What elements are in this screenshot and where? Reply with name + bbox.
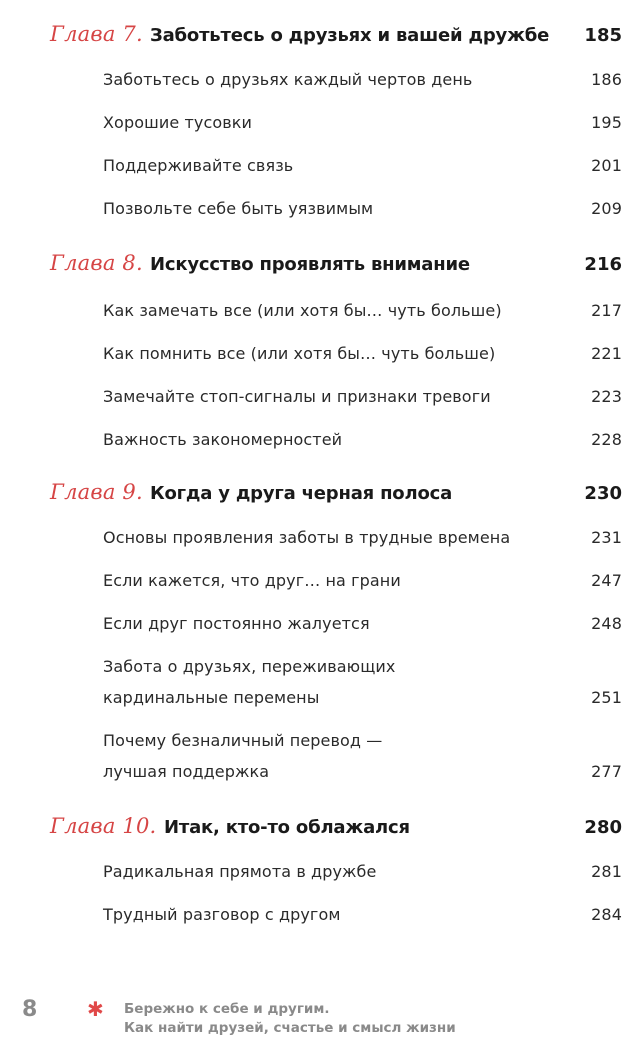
section-item[interactable] [50, 107, 624, 150]
section-page: 281 [591, 862, 622, 881]
section-item[interactable] [50, 522, 624, 565]
chapter-9 [50, 480, 624, 787]
chapter-10 [50, 814, 624, 930]
section-page: 231 [591, 528, 622, 547]
chapter-title: Когда у друга черная полоса [150, 483, 453, 504]
section-page: 251 [591, 688, 622, 707]
section-page: 228 [591, 430, 622, 449]
section-title: Хорошие тусовки [103, 113, 253, 132]
chapter-8 [50, 251, 624, 453]
chapter-label: Глава 7. [50, 22, 143, 46]
section-item[interactable] [50, 193, 624, 236]
section-title: Если кажется, что друг… на грани [103, 571, 401, 590]
section-page: 247 [591, 571, 622, 590]
section-item[interactable] [50, 856, 624, 899]
chapter-page: 280 [584, 817, 622, 838]
section-title: Трудный разговор с другом [103, 905, 341, 924]
chapter-label: Глава 9. [50, 480, 143, 504]
book-title-line2: Как найти друзей, счастье и смысл жизни [124, 1020, 456, 1036]
page-number: 8 [22, 997, 38, 1022]
book-title-line1: Бережно к себе и другим. [124, 1001, 330, 1017]
chapter-heading [50, 480, 624, 510]
section-title: Замечайте стоп-сигналы и признаки тревоги [103, 387, 491, 406]
section-page: 195 [591, 113, 622, 132]
chapter-heading [50, 814, 624, 844]
section-item[interactable] [50, 565, 624, 608]
section-page: 277 [591, 762, 622, 781]
section-list [50, 522, 624, 799]
section-title: Важность закономерностей [103, 430, 343, 449]
section-title: Поддерживайте связь [103, 156, 294, 175]
section-item[interactable] [50, 651, 624, 725]
section-title: Основы проявления заботы в трудные времена [103, 528, 511, 547]
section-title: Если друг постоянно жалуется [103, 614, 370, 633]
chapter-title: Итак, кто-то облажался [164, 817, 410, 838]
section-title: Заботьтесь о друзьях каждый чертов день [103, 70, 473, 89]
section-title-line2: кардинальные перемены [103, 688, 320, 707]
section-item[interactable] [50, 150, 624, 193]
chapter-label: Глава 10. [50, 814, 157, 838]
section-title: Забота о друзьях, переживающих [103, 657, 396, 676]
asterisk-icon: ✱ [87, 997, 104, 1021]
section-title: Радикальная прямота в дружбе [103, 862, 377, 881]
book-title [124, 1000, 456, 1038]
chapter-title: Заботьтесь о друзьях и вашей дружбе [150, 25, 550, 46]
section-list [50, 856, 624, 942]
chapter-page: 230 [584, 483, 622, 504]
chapter-heading [50, 22, 624, 52]
section-item[interactable] [50, 338, 624, 381]
section-item[interactable] [50, 64, 624, 107]
chapter-page: 216 [584, 254, 622, 275]
chapter-page: 185 [584, 25, 622, 46]
section-list [50, 64, 624, 236]
section-page: 201 [591, 156, 622, 175]
section-page: 248 [591, 614, 622, 633]
chapter-7 [50, 22, 624, 224]
section-item[interactable] [50, 608, 624, 651]
section-item[interactable] [50, 424, 624, 467]
page-footer [0, 995, 636, 1045]
section-page: 284 [591, 905, 622, 924]
section-title: Позвольте себе быть уязвимым [103, 199, 374, 218]
section-page: 209 [591, 199, 622, 218]
section-item[interactable] [50, 899, 624, 942]
section-page: 223 [591, 387, 622, 406]
section-title: Как замечать все (или хотя бы… чуть больше) [103, 301, 502, 320]
chapter-heading [50, 251, 624, 281]
section-item[interactable] [50, 725, 624, 799]
section-page: 221 [591, 344, 622, 363]
chapter-title: Искусство проявлять внимание [150, 254, 470, 275]
section-item[interactable] [50, 381, 624, 424]
section-title: Почему безналичный перевод — [103, 731, 383, 750]
section-item[interactable] [50, 295, 624, 338]
section-title: Как помнить все (или хотя бы… чуть больше) [103, 344, 496, 363]
chapter-label: Глава 8. [50, 251, 143, 275]
section-list [50, 295, 624, 467]
section-page: 186 [591, 70, 622, 89]
section-title-line2: лучшая поддержка [103, 762, 270, 781]
section-page: 217 [591, 301, 622, 320]
